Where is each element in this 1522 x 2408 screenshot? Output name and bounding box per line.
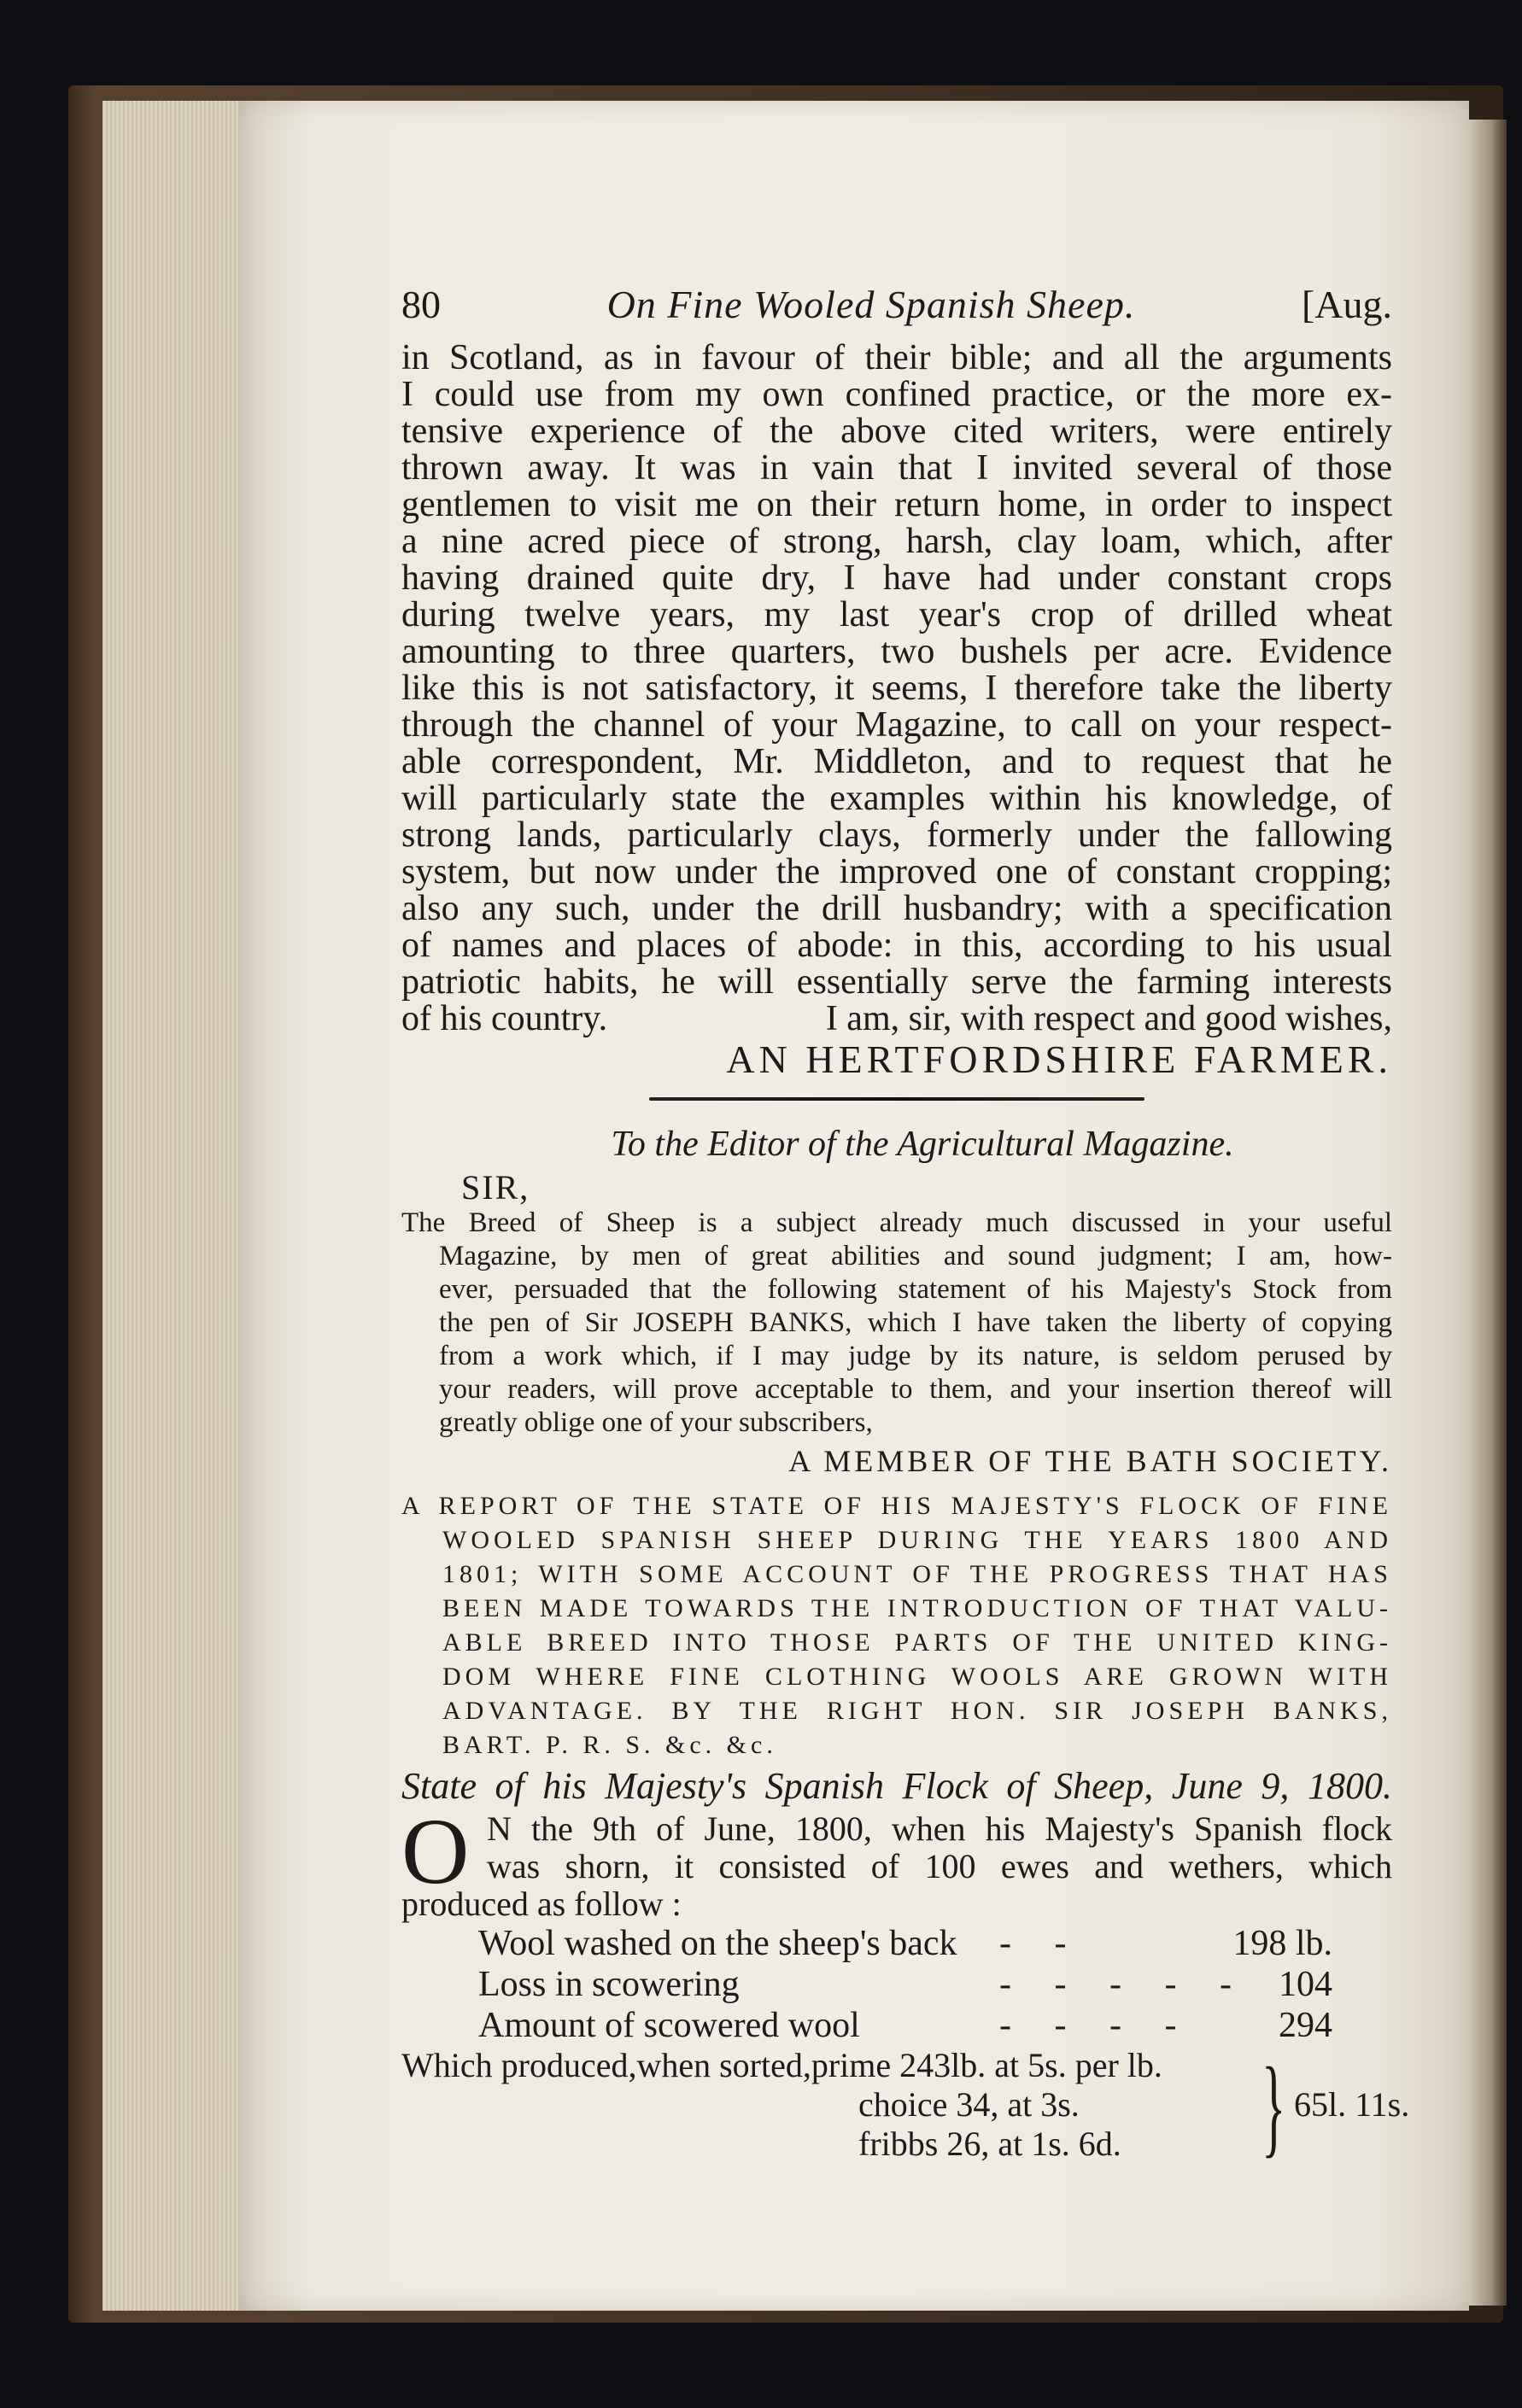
row-value: 294 [1279, 2006, 1332, 2045]
sorted-total: 65l. 11s. [1294, 2085, 1410, 2124]
text-line: system, but now under the improved one of constant cropping; [401, 854, 1392, 891]
row-label: Loss in scowering [478, 1965, 740, 2004]
table-row [401, 1964, 1392, 2005]
text-line: a nine acred piece of strong, harsh, clay loam, which, after [401, 523, 1392, 560]
text-line: DOM WHERE FINE CLOTHING WOOLS ARE GROWN WITH [442, 1663, 1392, 1691]
running-month: [Aug. [1301, 283, 1392, 326]
closing-line [401, 1001, 1392, 1037]
row-label: Amount of scowered wool [478, 2006, 860, 2045]
text-line: in Scotland, as in favour of their bible; and all the arguments [401, 340, 1392, 377]
text-line: tensive experience of the above cited writers, were entirely [401, 413, 1392, 450]
closing-right: I am, sir, with respect and good wishes, [825, 999, 1392, 1038]
page-text [401, 282, 1410, 2168]
text-line: I could use from my own confined practice, or the more ex- [401, 377, 1392, 413]
text-line: ADVANTAGE. BY THE RIGHT HON. SIR JOSEPH BANKS, [442, 1697, 1392, 1725]
text-line: amounting to three quarters, two bushels per acre. Evidence [401, 634, 1392, 670]
text-line: WOOLED SPANISH SHEEP DURING THE YEARS 1800 AND [442, 1526, 1392, 1554]
letter-body [401, 1207, 1392, 1440]
table-row [401, 1923, 1392, 1964]
text-line: able correspondent, Mr. Middleton, and to request that he [401, 744, 1392, 780]
text-line: thrown away. It was in vain that I invited several of those [401, 450, 1392, 487]
drop-cap: O [401, 1799, 470, 1903]
text-line: during twelve years, my last year's crop of drilled wheat [401, 597, 1392, 634]
text-line: fribbs 26, at 1s. 6d. [858, 2125, 1121, 2163]
state-heading: State of his Majesty's Spanish Flock of Sheep, June 9, 1800. [401, 1765, 1392, 1807]
page-stack-edge [102, 101, 256, 2311]
text-line: The Breed of Sheep is a subject already much discussed in your useful [401, 1207, 1392, 1238]
text-line: greatly oblige one of your subscribers, [439, 1407, 873, 1438]
text-line: ABLE BREED INTO THOSE PARTS OF THE UNITED KING- [442, 1628, 1392, 1657]
running-head [401, 282, 1392, 340]
text-line: was shorn, it consisted of 100 ewes and wethers, which [487, 1848, 1392, 1885]
text-line: ever, persuaded that the following statement of his Majesty's Stock from [439, 1274, 1392, 1305]
running-title: On Fine Wooled Spanish Sheep. [606, 283, 1136, 326]
text-line: A REPORT OF THE STATE OF HIS MAJESTY'S FLOCK OF FINE [401, 1492, 1392, 1520]
right-page-edge [1469, 120, 1507, 2306]
text-line: of names and places of abode: in this, according to his usual [401, 927, 1392, 964]
text-line: Magazine, by men of great abilities and sound judgment; I am, how- [439, 1241, 1392, 1271]
report-title [401, 1489, 1392, 1762]
text-line: produced as follow : [401, 1885, 682, 1923]
row-leader: - - - - [999, 2006, 1194, 2045]
wool-table [401, 1923, 1392, 2046]
brace-glyph: } [1262, 2045, 1286, 2168]
text-line: BART. P. R. S. &c. &c. [442, 1731, 777, 1759]
continuation-paragraph [401, 340, 1392, 1082]
section-divider [649, 1097, 1144, 1101]
text-line: will particularly state the examples within his knowledge, of [401, 780, 1392, 817]
row-value: 104 [1279, 1965, 1332, 2004]
row-value: 198 lb. [1232, 1924, 1332, 1963]
farmer-signature: AN HERTFORDSHIRE FARMER. [726, 1037, 1392, 1081]
sorted-wool-block [401, 2045, 1410, 2168]
closing-left: of his country. [401, 999, 608, 1038]
letter-heading: To the Editor of the Agricultural Magazine. [611, 1125, 1234, 1164]
text-line: the pen of Sir JOSEPH BANKS, which I have taken the liberty of copying [439, 1307, 1392, 1338]
text-line: like this is not satisfactory, it seems, I therefore take the liberty [401, 670, 1392, 707]
state-paragraph [401, 1799, 1392, 1923]
text-line: your readers, will prove acceptable to them, and your insertion thereof will [439, 1374, 1392, 1405]
bath-society-signature: A MEMBER OF THE BATH SOCIETY. [788, 1444, 1392, 1478]
page-number: 80 [401, 283, 441, 326]
text-line: BEEN MADE TOWARDS THE INTRODUCTION OF THAT VALU- [442, 1594, 1392, 1622]
text-line: strong lands, particularly clays, formerly under the fallowing [401, 817, 1392, 854]
row-leader: - - [999, 1924, 1084, 1963]
text-line: from a work which, if I may judge by its nature, is seldom perused by [439, 1341, 1392, 1371]
row-leader: - - - - - [999, 1965, 1249, 2004]
text-line: choice 34, at 3s. [858, 2085, 1080, 2124]
salutation: SIR, [461, 1168, 530, 1207]
row-label: Wool washed on the sheep's back [478, 1924, 957, 1963]
text-line: Which produced,when sorted,prime 243lb. at 5s. per lb. [401, 2046, 1162, 2084]
text-line: N the 9th of June, 1800, when his Majesty's Spanish flock [487, 1810, 1392, 1848]
text-line: 1801; WITH SOME ACCOUNT OF THE PROGRESS THAT HAS [442, 1560, 1392, 1588]
table-row [401, 2005, 1392, 2046]
text-line: through the channel of your Magazine, to call on your respect- [401, 707, 1392, 744]
text-line: patriotic habits, he will essentially serve the farming interests [401, 964, 1392, 1001]
text-line: having drained quite dry, I have had under constant crops [401, 560, 1392, 597]
text-line: also any such, under the drill husbandry; with a specification [401, 891, 1392, 927]
text-line: gentlemen to visit me on their return home, in order to inspect [401, 487, 1392, 523]
